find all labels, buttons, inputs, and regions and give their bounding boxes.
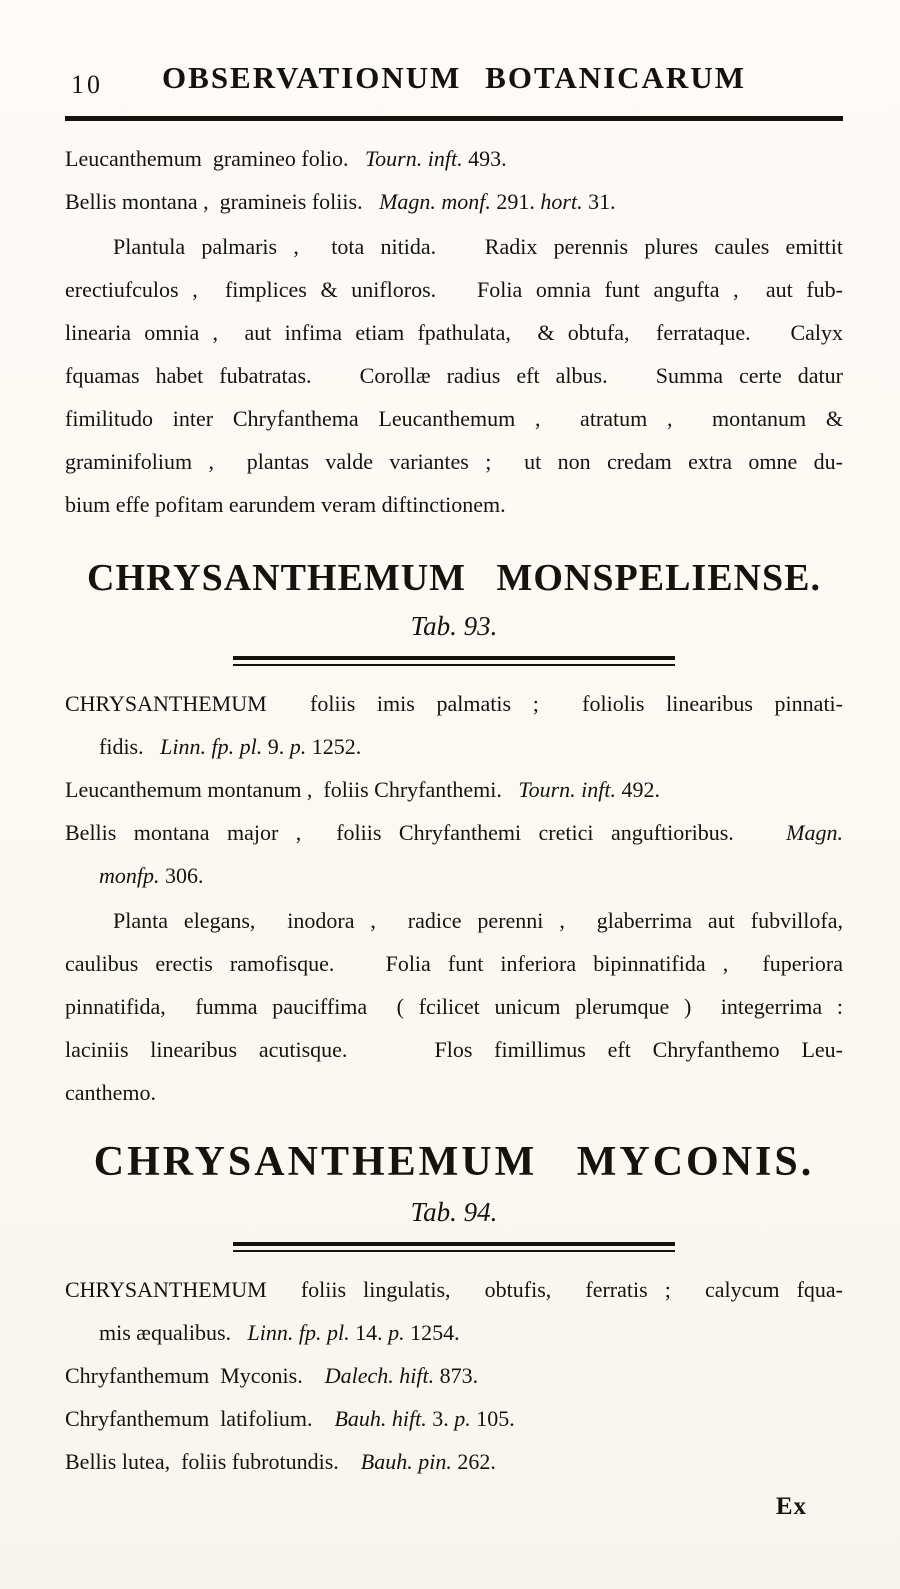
plate-reference-94: Tab. 94. [410, 1197, 498, 1227]
text-line [65, 1397, 843, 1440]
text-line [65, 180, 843, 223]
text-segment: CHRYSANTHEMUM foliis imis palmatis ; foliolis linearibus pinnati- [65, 691, 843, 716]
text-segment: 31. [588, 189, 616, 214]
text-segment: 493. [468, 146, 507, 171]
text-segment: 492. [621, 777, 660, 802]
text-line [65, 768, 843, 811]
text-segment: Bellis montana major , foliis Chryfanthemi cretici anguftioribus. [65, 820, 787, 845]
section-rule [233, 1242, 675, 1252]
text-segment: bium effe pofitam earundem veram diftinctionem. [65, 492, 506, 517]
synonymy-list [65, 1268, 843, 1483]
running-title: OBSERVATIONUM BOTANICARUM [162, 60, 746, 95]
synonymy-list [65, 682, 843, 897]
species-heading-monspeliense: CHRYSANTHEMUM MONSPELIENSE. [87, 557, 821, 599]
text-segment: erectiufculos , fimplices & unifloros. Folia omnia funt angufta , aut fub- [65, 277, 843, 302]
text-line [65, 725, 843, 768]
text-segment: mis æqualibus. [99, 1320, 248, 1345]
text-segment: Leucanthemum gramineo folio. [65, 146, 365, 171]
text-segment: 1254. [410, 1320, 460, 1345]
text-line [65, 1440, 843, 1483]
section-chrysanthemum-myconis [65, 1134, 843, 1483]
citation-italic: Magn. monf. [379, 189, 497, 214]
text-line [65, 682, 843, 725]
citation-italic: hort. [540, 189, 589, 214]
section-rule [233, 656, 675, 666]
text-line [65, 268, 843, 311]
text-segment: CHRYSANTHEMUM foliis lingulatis, obtufis, ferratis ; calycum fqua- [65, 1277, 843, 1302]
text-segment: graminifolium , plantas valde variantes ; ut non credam extra omne du- [65, 449, 843, 474]
section-leucanthemum-gramineo [65, 137, 843, 526]
description-paragraph [65, 899, 843, 1114]
text-line [65, 985, 843, 1028]
text-segment: Bellis lutea, foliis fubrotundis. [65, 1449, 361, 1474]
text-line [65, 483, 843, 526]
reference-entry [65, 1268, 843, 1354]
text-line [65, 1311, 843, 1354]
page-number: 10 [71, 70, 103, 99]
text-line [65, 1268, 843, 1311]
citation-italic: p. [454, 1406, 477, 1431]
description-paragraph [65, 225, 843, 526]
text-segment: caulibus erectis ramofisque. Folia funt inferiora bipinnatifida , fuperiora [65, 951, 843, 976]
citation-italic: Bauh. hift. [334, 1406, 433, 1431]
section-chrysanthemum-monspeliense [65, 552, 843, 1114]
citation-italic: Linn. fp. pl. [247, 1320, 356, 1345]
text-segment: 3. [432, 1406, 455, 1431]
text-line [65, 942, 843, 985]
reference-entry [65, 811, 843, 897]
text-segment: 873. [439, 1363, 479, 1388]
text-segment: Leucanthemum montanum , foliis Chryfanthemi. [65, 777, 519, 802]
text-line [65, 225, 843, 268]
species-heading-myconis: CHRYSANTHEMUM MYCONIS. [93, 1139, 815, 1185]
header-rule [65, 116, 843, 121]
citation-italic: p. [289, 734, 312, 759]
text-segment: Planta elegans, inodora , radice perenni , glaberrima aut fubvillofa, [113, 908, 843, 933]
text-segment: laciniis linearibus acutisque. Flos fimillimus eft Chryfanthemo Leu- [65, 1037, 843, 1062]
text-segment: Bellis montana , gramineis foliis. [65, 189, 380, 214]
reference-entry [65, 768, 843, 811]
text-segment: linearia omnia , aut infima etiam fpathulata, & obtufa, ferrataque. Calyx [65, 320, 843, 345]
page-header [65, 54, 843, 102]
text-line [65, 1028, 843, 1071]
text-segment: Plantula palmaris , tota nitida. Radix perennis plures caules emittit [113, 234, 843, 259]
text-line [65, 854, 843, 897]
citation-italic: Tourn. inft. [364, 146, 469, 171]
reference-entry [65, 1440, 843, 1483]
text-segment: fquamas habet fubatratas. Corollæ radius eft albus. Summa certe datur [65, 363, 843, 388]
text-segment: 14. [355, 1320, 389, 1345]
reference-entry [65, 682, 843, 768]
text-segment: fidis. [99, 734, 161, 759]
text-segment: 1252. [311, 734, 362, 759]
text-line [65, 137, 843, 180]
citation-italic: Magn. [786, 820, 843, 845]
catchword: Ex [775, 1493, 807, 1520]
text-segment: Chryfanthemum latifolium. [65, 1406, 335, 1431]
citation-italic: Bauh. pin. [360, 1449, 458, 1474]
plate-reference-93: Tab. 93. [410, 611, 498, 641]
text-line [65, 1071, 843, 1114]
text-segment: 9. [267, 734, 290, 759]
text-line [65, 440, 843, 483]
text-line [65, 899, 843, 942]
reference-entry [65, 1397, 843, 1440]
text-segment: pinnatifida, fumma pauciffima ( fcilicet unicum plerumque ) integerrima : [65, 994, 843, 1019]
citation-italic: Tourn. inft. [518, 777, 622, 802]
citation-italic: Dalech. hift. [324, 1363, 440, 1388]
citation-italic: p. [388, 1320, 411, 1345]
citation-italic: monfp. [99, 863, 165, 888]
text-line [65, 354, 843, 397]
text-segment: fimilitudo inter Chryfanthema Leucanthemum , atratum , montanum & [65, 406, 843, 431]
text-segment: canthemo. [65, 1080, 157, 1105]
citation-italic: Linn. fp. pl. [160, 734, 268, 759]
text-line [65, 397, 843, 440]
reference-entry [65, 180, 843, 223]
text-line [65, 311, 843, 354]
text-line [65, 1354, 843, 1397]
text-line [65, 811, 843, 854]
text-segment: 262. [457, 1449, 496, 1474]
reference-entry [65, 137, 843, 180]
reference-entry [65, 1354, 843, 1397]
text-segment: 105. [476, 1406, 515, 1431]
synonymy-list [65, 137, 843, 223]
text-segment: 291. [496, 189, 541, 214]
text-segment: 306. [165, 863, 204, 888]
text-segment: Chryfanthemum Myconis. [65, 1363, 325, 1388]
